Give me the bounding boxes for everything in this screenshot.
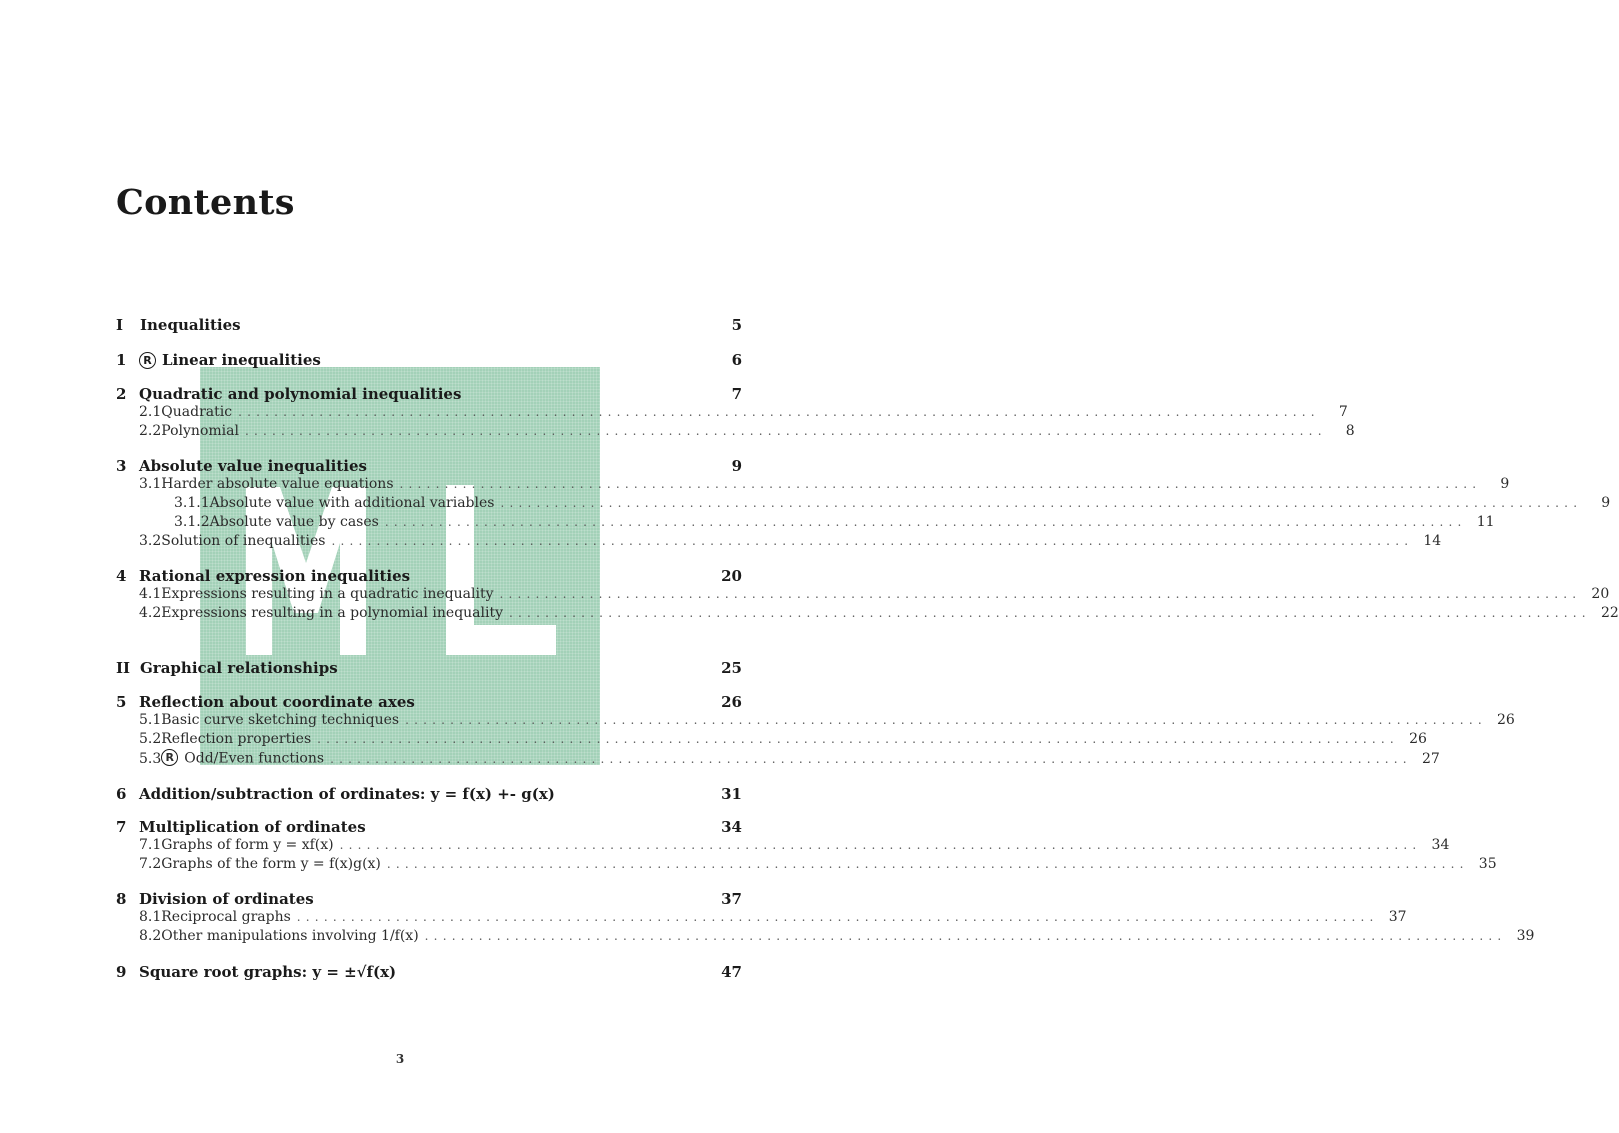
toc-entry-number: I (116, 316, 124, 334)
toc-entry-label (139, 385, 461, 403)
toc-entry-page: 7 (731, 385, 742, 403)
toc-entry-label (161, 586, 493, 602)
toc-entry-number: 3.1.2 (174, 514, 210, 530)
toc-entry-number: 6 (116, 785, 127, 803)
toc-entry-title: Basic curve sketching techniques (161, 712, 400, 728)
toc-entry-section[interactable] (116, 712, 1515, 732)
toc-entry-page: 26 (1409, 731, 1427, 747)
toc-entry-number: 2.1 (139, 404, 162, 420)
toc-entry-label (161, 837, 333, 853)
toc-entry-title: Expressions resulting in a polynomial inequality (161, 605, 504, 621)
leader-dots: ........................................................................................................................ (244, 424, 1327, 438)
toc-entry-title: Reflection about coordinate axes (139, 693, 415, 711)
toc-entry-title: Reciprocal graphs (161, 909, 291, 925)
toc-entry-page: 11 (1476, 514, 1495, 530)
toc-entry-page: 14 (1423, 533, 1442, 549)
toc-entry-label (161, 712, 399, 728)
toc-entry-number: 5.2 (139, 731, 162, 747)
toc-entry-title: Inequalities (140, 316, 241, 334)
toc-entry-number: 3.2 (139, 533, 162, 549)
toc-entry-title: Multiplication of ordinates (139, 818, 366, 836)
toc-entry-title: Graphical relationships (140, 659, 338, 677)
toc-entry-chapter[interactable] (116, 785, 742, 805)
toc-entry-title: Linear inequalities (162, 351, 321, 369)
toc-entry-chapter[interactable] (116, 385, 742, 405)
toc-entry-part[interactable] (116, 659, 742, 679)
toc-entry-title: Addition/subtraction of ordinates: y = f(x) +- g(x) (139, 785, 555, 803)
leader-dots: ........................................................................................................................ (238, 405, 1320, 419)
toc-entry-number: 8 (116, 890, 127, 908)
toc-entry-page: 34 (721, 818, 742, 836)
leader-dots: ........................................................................................................................ (399, 477, 1482, 491)
toc-entry-section[interactable] (116, 605, 1619, 625)
toc-entry-label (139, 351, 321, 370)
toc-entry-label (161, 404, 232, 420)
toc-entry-label (139, 818, 366, 836)
toc-entry-title: Quadratic (161, 404, 233, 420)
leader-dots: ........................................................................................................................ (386, 857, 1469, 871)
toc-entry-label (139, 567, 410, 585)
leader-dots: ........................................................................................................................ (296, 910, 1379, 924)
toc-entry-number: 3.1 (139, 476, 162, 492)
toc-entry-section[interactable] (116, 533, 1442, 553)
toc-entry-page: 37 (721, 890, 742, 908)
toc-entry-title: Graphs of the form y = f(x)g(x) (161, 856, 381, 872)
toc-entry-section[interactable] (116, 928, 1535, 948)
toc-entry-title: Harder absolute value equations (161, 476, 394, 492)
leader-dots: ........................................................................................................................ (405, 713, 1487, 727)
toc-entry-title: Polynomial (161, 423, 239, 439)
toc-entry-number: 3 (116, 457, 127, 475)
toc-entry-page: 35 (1478, 856, 1497, 872)
toc-entry-number: 4.2 (139, 605, 162, 621)
toc-entry-title: Expressions resulting in a quadratic inequality (161, 586, 494, 602)
toc-entry-page: 9 (731, 457, 742, 475)
toc-entry-page: 6 (731, 351, 742, 369)
toc-entry-page: 26 (721, 693, 742, 711)
toc-entry-title: Graphs of form y = xf(x) (161, 837, 334, 853)
toc-entry-title: Rational expression inequalities (139, 567, 411, 585)
toc-entry-chapter[interactable] (116, 963, 742, 983)
toc-entry-label (161, 605, 503, 621)
toc-entry-number: 4.1 (139, 586, 162, 602)
toc-entry-number: 7.2 (139, 856, 162, 872)
toc-entry-number: 8.2 (139, 928, 162, 944)
toc-entry-label (161, 856, 381, 872)
leader-dots: ........................................................................................................................ (509, 606, 1591, 620)
toc-entry-title: Absolute value inequalities (139, 457, 367, 475)
toc-entry-number: 2.2 (139, 423, 162, 439)
toc-entry-subsection[interactable] (116, 495, 1611, 515)
leader-dots: ........................................................................................................................ (330, 751, 1412, 766)
toc-entry-label (161, 750, 324, 767)
toc-entry-title: Absolute value with additional variables (209, 495, 495, 511)
toc-entry-number: 5 (116, 693, 127, 711)
toc-entry-number: 1 (116, 351, 127, 369)
toc-entry-title: Quadratic and polynomial inequalities (139, 385, 462, 403)
toc-entry-label (161, 928, 418, 944)
toc-entry-title: Absolute value by cases (209, 514, 379, 530)
toc-entry-section[interactable] (116, 476, 1510, 496)
toc-entry-page: 34 (1431, 837, 1450, 853)
toc-entry-label (161, 423, 239, 439)
toc-entry-number: II (116, 659, 131, 677)
toc-entry-page: 31 (721, 785, 742, 803)
toc-entry-page: 47 (721, 963, 742, 981)
toc-entry-number: 9 (116, 963, 127, 981)
toc-entry-label (139, 693, 415, 711)
toc-entry-label (139, 890, 314, 908)
toc-entry-chapter[interactable] (116, 351, 742, 371)
leader-dots: ........................................................................................................................ (424, 929, 1507, 943)
toc-entry-label (139, 457, 367, 475)
leader-dots: ........................................................................................................................ (331, 534, 1414, 548)
toc-entry-number: 7.1 (139, 837, 162, 853)
toc-entry-section[interactable] (116, 856, 1497, 876)
toc-entry-label (210, 514, 379, 530)
toc-entry-chapter[interactable] (116, 693, 742, 713)
toc-entry-section[interactable] (116, 837, 1450, 857)
toc-entry-label (139, 785, 555, 803)
toc-entry-label (210, 495, 495, 511)
toc-entry-subsection[interactable] (116, 514, 1495, 534)
toc-entry-page: 20 (1591, 586, 1610, 602)
toc-entry-page: 9 (1500, 476, 1510, 492)
toc-entry-label (161, 476, 393, 492)
toc-entry-title: Other manipulations involving 1/f(x) (161, 928, 419, 944)
toc-entry-number: 5.3 (139, 750, 162, 767)
toc-entry-page: 37 (1388, 909, 1407, 925)
leader-dots: ........................................................................................................................ (499, 587, 1582, 601)
toc-entry-title: Square root graphs: y = ±√f(x) (139, 963, 397, 981)
toc-entry-label (161, 731, 311, 747)
toc-entry-label (139, 963, 396, 981)
toc-entry-chapter[interactable] (116, 818, 742, 838)
toc-entry-title: Solution of inequalities (161, 533, 326, 549)
leader-dots: ........................................................................................................................ (384, 515, 1467, 529)
toc-entry-section[interactable] (116, 909, 1407, 929)
toc-entry-page: 22 (1600, 605, 1619, 621)
toc-entry-page: 26 (1497, 712, 1515, 728)
toc-entry-title: Odd/Even functions (184, 750, 325, 767)
toc-entry-page: 39 (1516, 928, 1535, 944)
page-title: Contents (116, 182, 295, 223)
toc-entry-section[interactable] (116, 404, 1348, 424)
toc-entry-number: 7 (116, 818, 127, 836)
toc-entry-label (140, 316, 241, 334)
leader-dots: ........................................................................................................................ (317, 732, 1399, 746)
toc-entry-chapter[interactable] (116, 457, 742, 477)
toc-entry-page: 7 (1338, 404, 1348, 420)
toc-entry-chapter[interactable] (116, 567, 742, 587)
toc-entry-number: 4 (116, 567, 127, 585)
toc-entry-number: 2 (116, 385, 127, 403)
page-number: 3 (395, 1052, 405, 1066)
toc-entry-page: 27 (1421, 750, 1440, 767)
toc-entry-page: 20 (721, 567, 742, 585)
toc-entry-chapter[interactable] (116, 890, 742, 910)
toc-entry-page: 9 (1601, 495, 1611, 511)
toc-entry-number: 3.1.1 (174, 495, 210, 511)
toc-entry-title: Reflection properties (161, 731, 312, 747)
toc-entry-number: 5.1 (139, 712, 162, 728)
toc-entry-page: 25 (721, 659, 742, 677)
leader-dots: ........................................................................................................................ (339, 838, 1422, 852)
leader-dots: ........................................................................................................................ (500, 496, 1583, 510)
toc-entry-section[interactable] (116, 586, 1610, 606)
toc-entry-number: 8.1 (139, 909, 162, 925)
toc-entry-section[interactable] (116, 750, 1440, 770)
toc-entry-section[interactable] (116, 731, 1427, 751)
toc-entry-part[interactable] (116, 316, 742, 336)
toc-entry-section[interactable] (116, 423, 1355, 443)
toc-entry-label (161, 909, 291, 925)
toc-entry-title: Division of ordinates (139, 890, 314, 908)
toc-entry-label (161, 533, 325, 549)
revision-badge-icon: R (161, 749, 178, 766)
toc-entry-page: 8 (1345, 423, 1355, 439)
toc-entry-label (140, 659, 338, 677)
revision-badge-icon: R (139, 352, 156, 369)
toc-entry-page: 5 (731, 316, 742, 334)
